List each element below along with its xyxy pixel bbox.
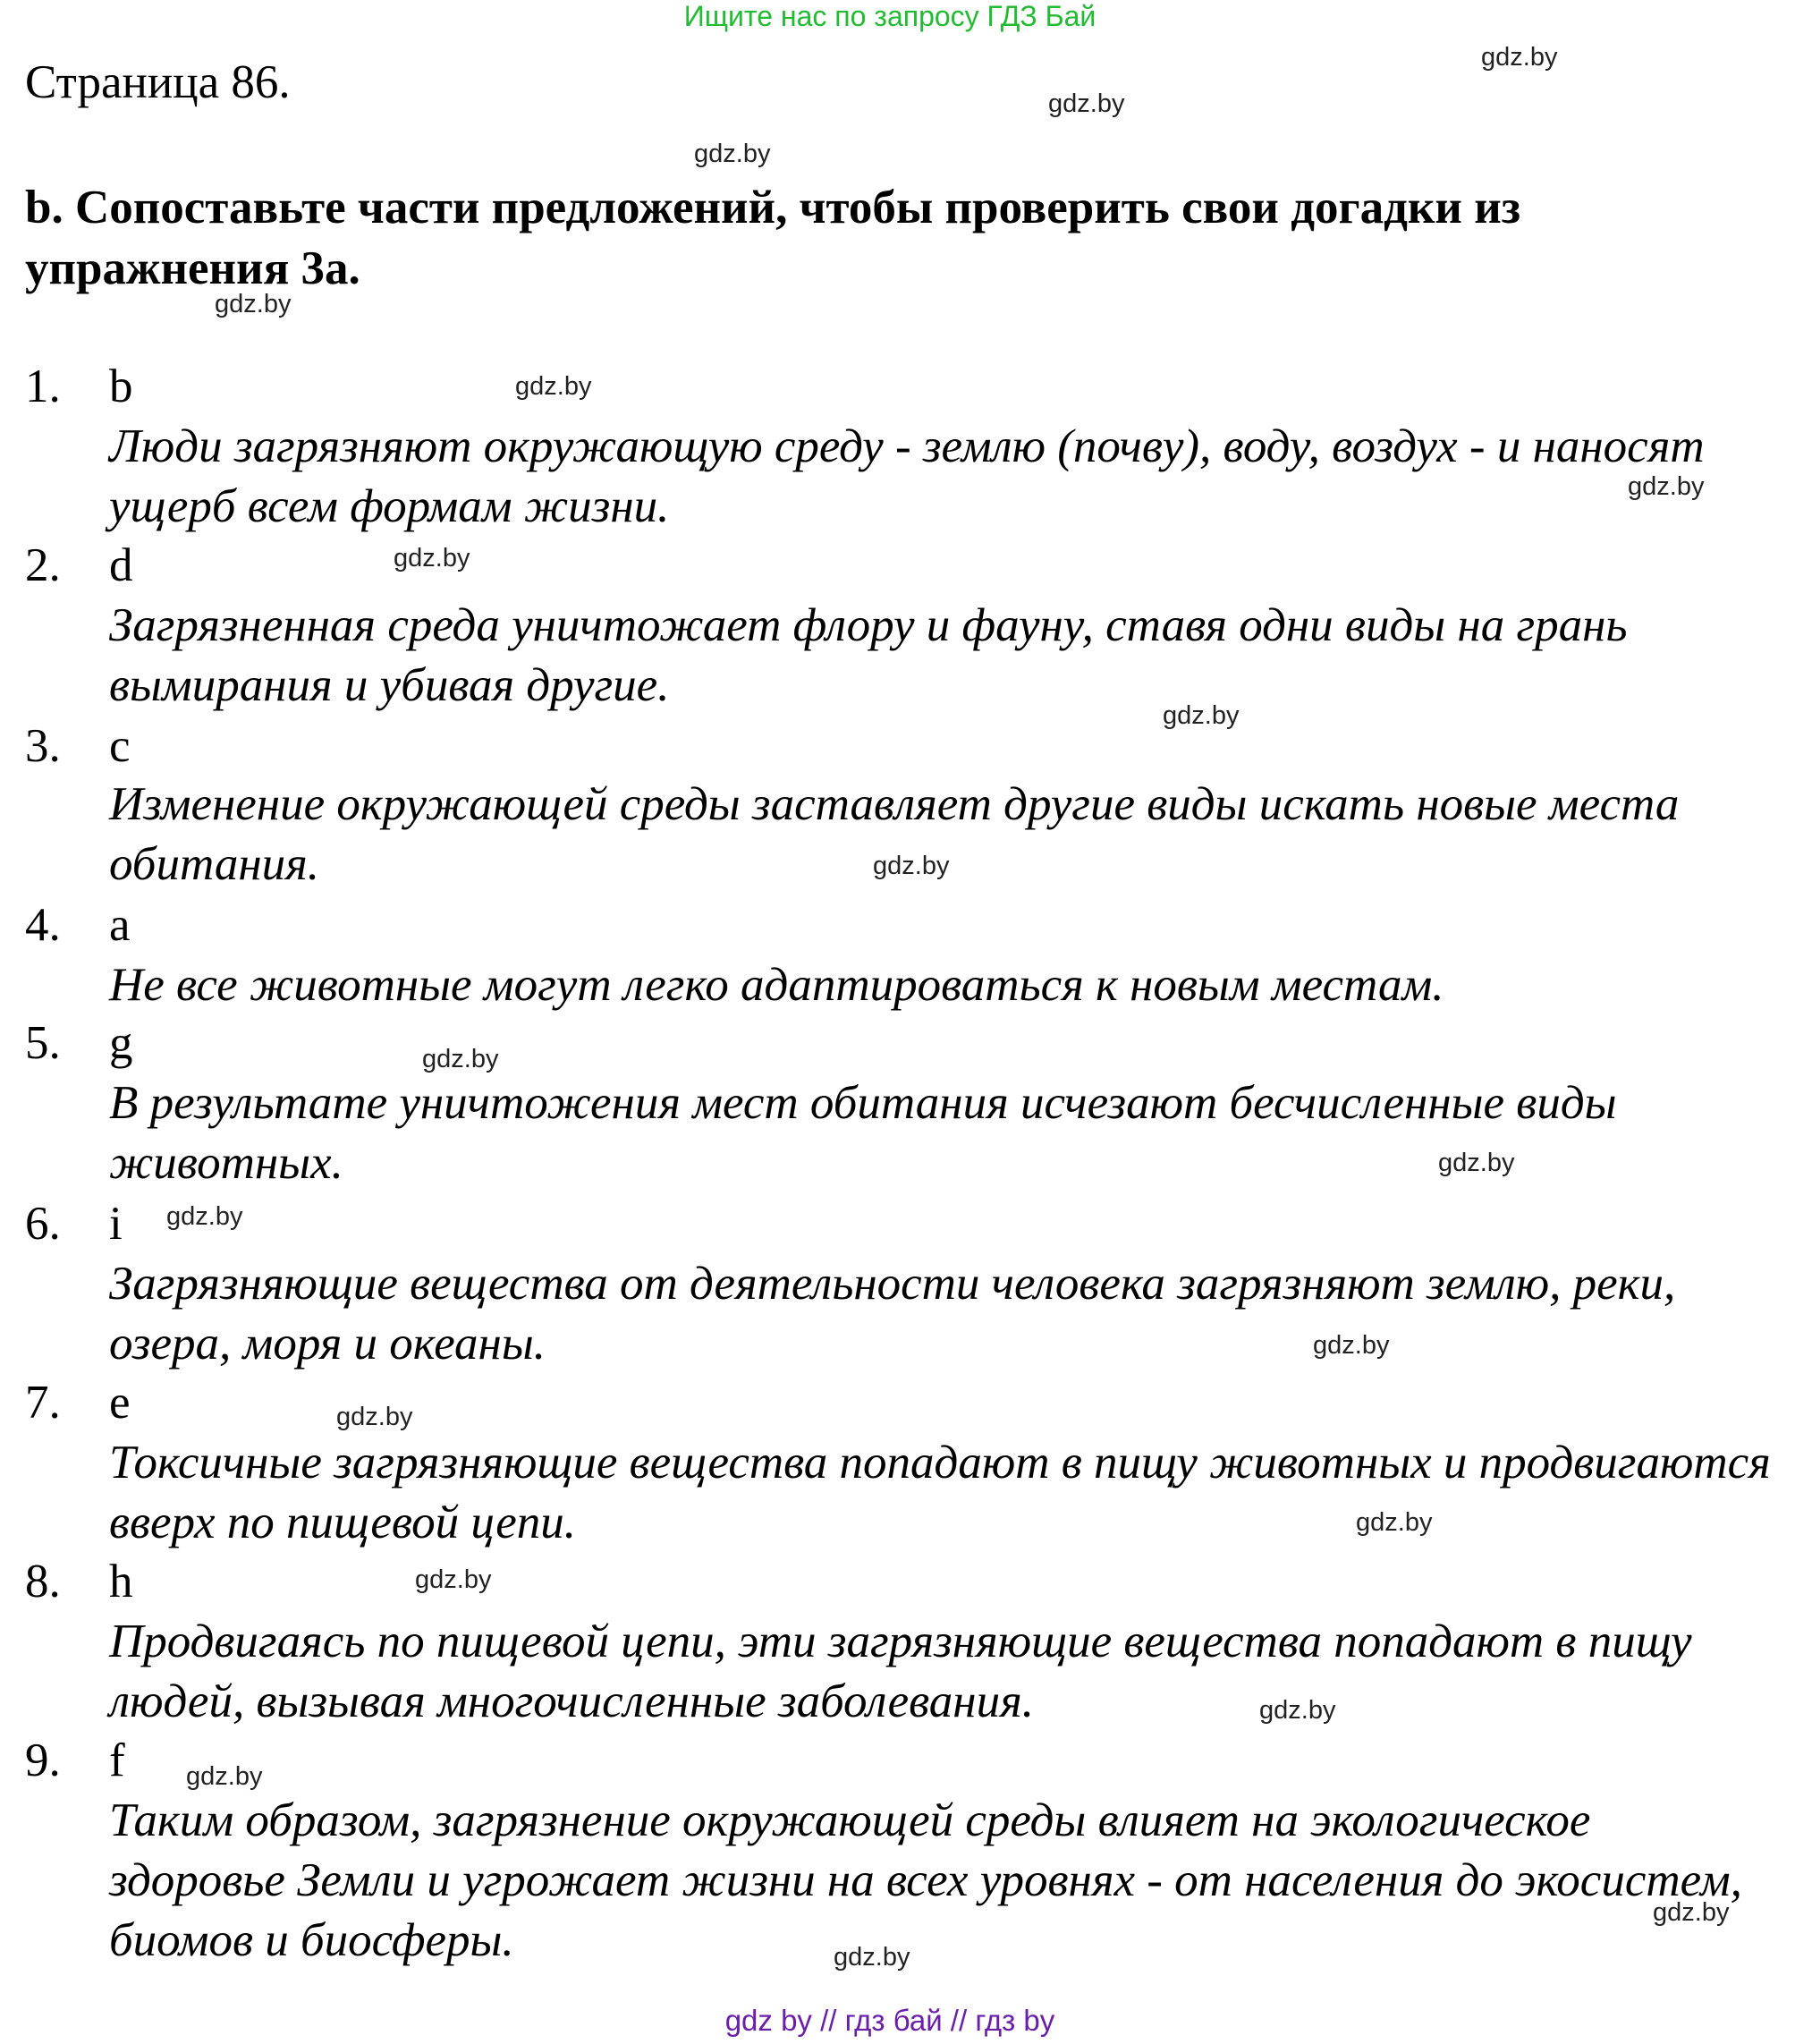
answer-number: 6. <box>25 1198 61 1250</box>
watermark: gdz.by <box>1163 701 1240 730</box>
answer-text: Изменение окружающей среды заставляет другие виды искать новые места обитания. <box>109 778 1680 890</box>
watermark: gdz.by <box>873 852 950 880</box>
watermark: gdz.by <box>394 544 470 572</box>
watermark: gdz.by <box>166 1202 243 1231</box>
watermark: gdz.by <box>1313 1331 1390 1360</box>
answer-number: 9. <box>25 1734 61 1786</box>
answer-letter: i <box>109 1198 123 1250</box>
footer: gdz by // гдз бай // гдз by <box>724 2004 1055 2037</box>
watermark: gdz.by <box>1481 43 1558 72</box>
page-title: Страница 86. <box>25 56 291 108</box>
watermark: gdz.by <box>1628 472 1705 501</box>
answer-number: 5. <box>25 1017 61 1069</box>
answer-text: Люди загрязняют окружающую среду - землю (почву), воду, воздух - и наносят ущерб всем формам жизни. <box>109 420 1705 532</box>
watermark: gdz.by <box>336 1403 413 1431</box>
answer-letter: h <box>109 1556 133 1607</box>
answer-text: Загрязняющие вещества от деятельности человека загрязняют землю, реки, озера, моря и океаны. <box>109 1258 1676 1370</box>
answer-letter: c <box>109 720 131 772</box>
watermark: gdz.by <box>1438 1149 1515 1177</box>
watermark: gdz.by <box>1653 1898 1730 1927</box>
answer-letter: e <box>109 1377 131 1429</box>
watermark: gdz.by <box>694 140 771 168</box>
watermark: gdz.by <box>515 372 592 401</box>
answer-number: 1. <box>25 360 61 412</box>
answer-text: В результате уничтожения мест обитания исчезают бесчисленные виды животных. <box>109 1077 1617 1189</box>
top-banner: Ищите нас по запросу ГДЗ Бай <box>683 0 1096 32</box>
answer-text: Продвигаясь по пищевой цепи, эти загрязняющие вещества попадают в пищу людей, вызывая многочисленные заболевания. <box>109 1616 1692 1727</box>
answer-number: 2. <box>25 539 61 591</box>
answer-letter: d <box>109 539 133 591</box>
watermark: gdz.by <box>422 1045 499 1073</box>
answer-letter: f <box>109 1734 125 1786</box>
answer-letter: a <box>109 899 131 951</box>
answer-text: Таким образом, загрязнение окружающей среды влияет на экологическое здоровье Земли и угрожает жизни на всех уровнях - от населения до экосистем, биомов и биосферы. <box>109 1794 1742 1966</box>
answer-number: 4. <box>25 899 61 951</box>
answer-number: 8. <box>25 1556 61 1607</box>
task-heading: b. Сопоставьте части предложений, чтобы проверить свои догадки из упражнения 3a. <box>25 182 1521 294</box>
watermark: gdz.by <box>834 1943 910 1972</box>
watermark: gdz.by <box>1048 89 1125 118</box>
answer-number: 3. <box>25 720 61 772</box>
answer-text: Загрязненная среда уничтожает флору и фауну, ставя одни виды на грань вымирания и убивая другие. <box>109 599 1628 711</box>
answer-number: 7. <box>25 1377 61 1429</box>
watermark: gdz.by <box>186 1762 263 1791</box>
watermark: gdz.by <box>215 290 292 318</box>
answer-text: Токсичные загрязняющие вещества попадают в пищу животных и продвигаются вверх по пищевой цепи. <box>109 1437 1771 1548</box>
answer-letter: g <box>109 1017 133 1069</box>
watermark: gdz.by <box>1259 1696 1336 1725</box>
watermark: gdz.by <box>415 1565 492 1594</box>
answer-letter: b <box>109 360 133 412</box>
answer-text: Не все животные могут легко адаптироваться к новым местам. <box>109 959 1444 1011</box>
watermark: gdz.by <box>1356 1508 1433 1537</box>
